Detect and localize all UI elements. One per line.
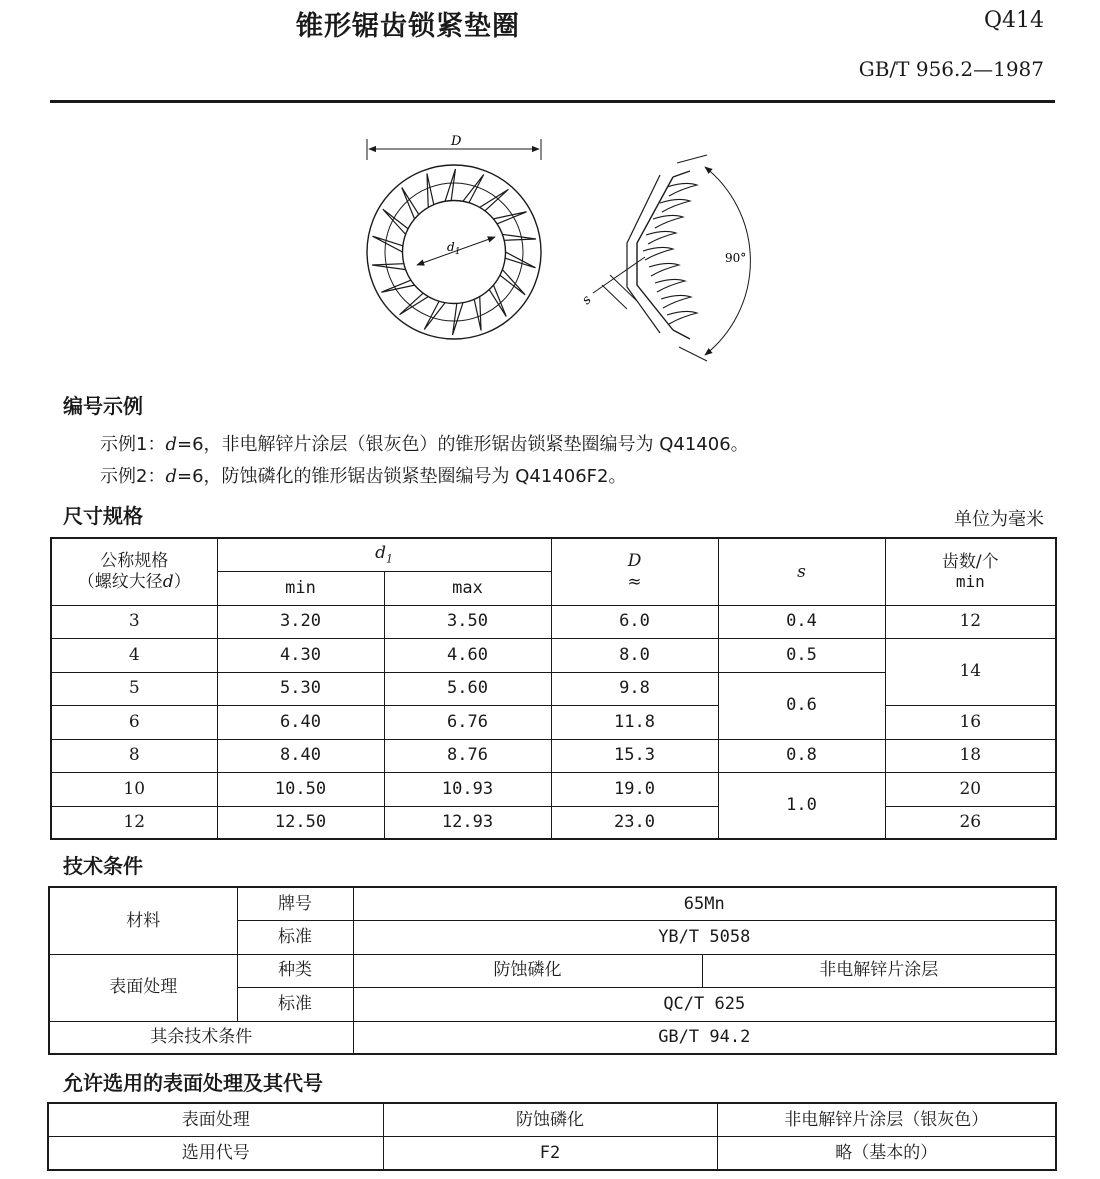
cell-spec: 4 <box>51 638 217 672</box>
cell-other-value: GB/T 94.2 <box>353 1021 1056 1054</box>
cell-surface-std-label: 标准 <box>237 987 353 1021</box>
cell-d1-min: 5.30 <box>217 672 384 705</box>
cell-material: 材料 <box>49 887 237 954</box>
cell-d1-max: 5.60 <box>384 672 551 705</box>
cell-d1-min: 8.40 <box>217 739 384 772</box>
header-d1-min: min <box>217 571 384 605</box>
allowed-heading: 允许选用的表面处理及其代号 <box>63 1071 323 1095</box>
dimensions-table <box>50 537 1057 840</box>
side-tooth <box>655 279 685 292</box>
header-d1: $d_1$ <box>217 538 551 571</box>
allowed-treatments-table <box>47 1102 1057 1171</box>
examples-heading: 编号示例 <box>63 394 143 418</box>
cell-code-label: 选用代号 <box>48 1136 383 1170</box>
cell-d1-min: 3.20 <box>217 605 384 638</box>
drawing-label-s: s <box>579 292 595 308</box>
table-row <box>51 605 1056 638</box>
washer-tooth <box>505 252 535 268</box>
table-row <box>51 638 1056 672</box>
cell-grade-value: 65Mn <box>353 887 1056 920</box>
cell-spec: 12 <box>51 806 217 839</box>
cell-D: 15.3 <box>551 739 718 772</box>
washer-tooth <box>480 189 509 210</box>
cell-d1-max: 3.50 <box>384 605 551 638</box>
document-title: 锥形锯齿锁紧垫圈 <box>296 11 520 42</box>
cell-surface-std: QC/T 625 <box>353 987 1056 1021</box>
cell-kind-label: 种类 <box>237 954 353 987</box>
header-d1-max: max <box>384 571 551 605</box>
cell-D: 6.0 <box>551 605 718 638</box>
cell-d1-min: 6.40 <box>217 705 384 739</box>
cell-d1-max: 12.93 <box>384 806 551 839</box>
cell-D: 9.8 <box>551 672 718 705</box>
cell-s: 1.0 <box>718 772 885 839</box>
header-nominal-spec: 公称规格 （螺纹大径d） <box>51 538 217 605</box>
header-teeth: 齿数/个 min <box>885 538 1056 605</box>
cell-code-2: 略（基本的） <box>717 1136 1056 1170</box>
side-tooth <box>661 295 691 308</box>
tech-heading: 技术条件 <box>63 854 143 878</box>
cell-code-1: F2 <box>383 1136 717 1170</box>
cell-teeth: 14 <box>885 638 1056 705</box>
cell-d1-max: 6.76 <box>384 705 551 739</box>
cell-d1-min: 4.30 <box>217 638 384 672</box>
washer-tooth <box>474 297 481 331</box>
cell-material-std: YB/T 5058 <box>353 920 1056 954</box>
example-line-1: 示例1：d=6，非电解锌片涂层（银灰色）的锥形锯齿锁紧垫圈编号为 Q41406。 <box>100 434 749 455</box>
cell-spec: 5 <box>51 672 217 705</box>
document-code: Q414 <box>983 8 1044 33</box>
cell-material-std-label: 标准 <box>237 920 353 954</box>
cell-teeth: 16 <box>885 705 1056 739</box>
side-tooth <box>653 215 683 228</box>
washer-tooth <box>381 280 414 292</box>
cell-D: 19.0 <box>551 772 718 806</box>
cell-surface: 表面处理 <box>49 954 237 1021</box>
side-tooth <box>643 247 673 260</box>
cell-d1-max: 4.60 <box>384 638 551 672</box>
washer-tooth <box>402 187 419 218</box>
tech-conditions-table <box>48 886 1057 1055</box>
side-tooth <box>660 199 690 212</box>
side-tooth <box>667 311 697 324</box>
washer-drawing <box>355 125 785 380</box>
table-row <box>51 739 1056 772</box>
cell-d1-max: 8.76 <box>384 739 551 772</box>
washer-tooth <box>372 264 406 270</box>
header-s: s <box>718 538 885 605</box>
washer-tooth <box>383 209 408 234</box>
cell-s: 0.8 <box>718 739 885 772</box>
cell-s: 0.4 <box>718 605 885 638</box>
cell-d1-min: 10.50 <box>217 772 384 806</box>
cell-s: 0.6 <box>718 672 885 739</box>
cell-surface-header: 表面处理 <box>48 1103 383 1136</box>
side-tooth <box>646 231 676 244</box>
dims-heading: 尺寸规格 <box>63 504 143 528</box>
cell-teeth: 18 <box>885 739 1056 772</box>
washer-tooth <box>400 293 429 314</box>
cell-spec: 6 <box>51 705 217 739</box>
washer-tooth <box>373 236 403 252</box>
drawing-label-D: D <box>451 134 462 149</box>
washer-tooth <box>453 303 463 335</box>
washer-tooth <box>502 234 536 240</box>
header-D: D ≈ <box>551 538 718 605</box>
cell-d1-max: 10.93 <box>384 772 551 806</box>
washer-tooth <box>489 285 506 316</box>
cell-spec: 8 <box>51 739 217 772</box>
table-row <box>51 705 1056 739</box>
washer-tooth <box>500 270 525 295</box>
cell-other: 其余技术条件 <box>49 1021 353 1054</box>
cell-spec: 10 <box>51 772 217 806</box>
side-tooth <box>649 263 679 276</box>
unit-note: 单位为毫米 <box>954 509 1044 530</box>
cell-option-2: 非电解锌片涂层（银灰色） <box>717 1103 1056 1136</box>
cell-d1-min: 12.50 <box>217 806 384 839</box>
cell-teeth: 12 <box>885 605 1056 638</box>
cell-spec: 3 <box>51 605 217 638</box>
table-row <box>51 772 1056 806</box>
drawing-label-angle: 90° <box>725 251 747 265</box>
cell-grade-label: 牌号 <box>237 887 353 920</box>
cell-option-1: 防蚀磷化 <box>383 1103 717 1136</box>
cell-teeth: 26 <box>885 806 1056 839</box>
cell-kind-1: 防蚀磷化 <box>353 954 702 987</box>
washer-tooth <box>445 169 455 201</box>
cell-D: 23.0 <box>551 806 718 839</box>
side-tooth <box>667 183 697 196</box>
washer-tooth <box>493 212 526 224</box>
header-rule <box>50 100 1055 103</box>
table-row <box>51 806 1056 839</box>
washer-tooth <box>427 174 434 208</box>
cell-D: 8.0 <box>551 638 718 672</box>
standard-number: GB/T 956.2—1987 <box>858 57 1044 81</box>
cell-teeth: 20 <box>885 772 1056 806</box>
cell-kind-2: 非电解锌片涂层 <box>702 954 1056 987</box>
cell-s: 0.5 <box>718 638 885 672</box>
front-view <box>367 139 541 339</box>
example-line-2: 示例2：d=6，防蚀磷化的锥形锯齿锁紧垫圈编号为 Q41406F2。 <box>100 466 627 487</box>
drawing-label-d1: $d_1$ <box>447 240 461 257</box>
cell-D: 11.8 <box>551 705 718 739</box>
